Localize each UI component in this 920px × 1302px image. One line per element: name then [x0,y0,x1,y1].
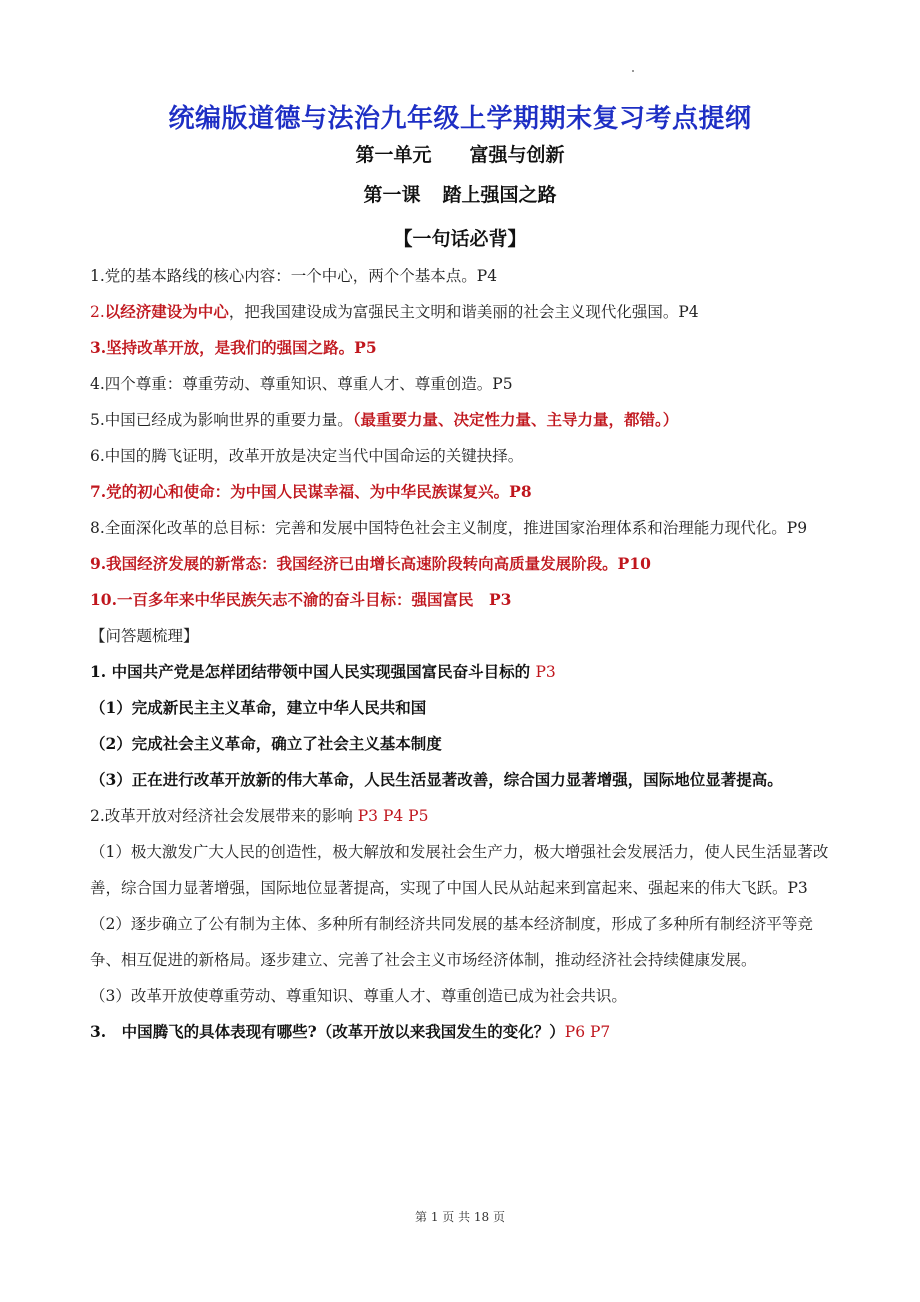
section-must-memorize-title: 【一句话必背】 [393,228,527,250]
point-8: 8.全面深化改革的总目标：完善和发展中国特色社会主义制度，推进国家治理体系和治理能力现代化。P9 [90,519,808,537]
question-1-answer-3: （3）正在进行改革开放新的伟大革命，人民生活显著改善，综合国力显著增强，国际地位显著提高。 [90,770,783,789]
point-2-highlight: 以经济建设为中心 [104,302,229,321]
question-2 [90,798,830,834]
lesson-heading [0,180,920,207]
point-10: 10.一百多年来中华民族矢志不渝的奋斗目标：强国富民 P3 [90,590,512,609]
question-2-page-ref: P3 P4 P5 [357,807,429,825]
page-footer: 第 1 页 共 18 页 [415,1210,505,1224]
document-title: 统编版道德与法治九年级上学期期末复习考点提纲 [168,104,752,134]
point-7: 7.党的初心和使命：为中国人民谋幸福、为中华民族谋复兴。P8 [90,482,532,501]
unit-name: 富强与创新 [469,144,565,166]
question-1-answer-1: （1）完成新民主主义革命，建立中华人民共和国 [90,698,427,717]
question-2-text: 2.改革开放对经济社会发展带来的影响 [90,807,353,825]
question-1-page-ref: P3 [535,663,556,681]
point-9: 9.我国经济发展的新常态：我国经济已由增长高速阶段转向高质量发展阶段。P10 [90,554,651,573]
point-6: 6.中国的腾飞证明，改革开放是决定当代中国命运的关键抉择。 [90,447,524,465]
question-3 [90,1014,830,1050]
question-2-answer-2: （2）逐步确立了公有制为主体、多种所有制经济共同发展的基本经济制度，形成了多种所有制经济平等竞争、相互促进的新格局。逐步建立、完善了社会主义市场经济体制，推动经济社会持续健康发展。 [90,915,813,969]
question-3-page-ref: P6 P7 [564,1023,611,1041]
lesson-number: 第一课 [363,184,421,206]
question-1-answer-2: （2）完成社会主义革命，确立了社会主义基本制度 [90,734,442,753]
point-1: 1.党的基本路线的核心内容：一个中心，两个个基本点。P4 [90,267,498,285]
point-5 [90,402,830,438]
point-4: 4.四个尊重：尊重劳动、尊重知识、尊重人才、尊重创造。P5 [90,375,513,393]
point-2 [90,294,830,330]
content-body [90,258,830,1050]
lesson-name: 踏上强国之路 [442,184,557,206]
unit-number: 第一单元 [355,144,432,166]
speck [632,70,634,72]
point-2-number: 2. [90,303,105,321]
point-2-rest: ，把我国建设成为富强民主文明和谐美丽的社会主义现代化强国。P4 [228,303,699,321]
question-2-answer-1: （1）极大激发广大人民的创造性，极大解放和发展社会生产力，极大增强社会发展活力，使人民生活显著改善，综合国力显著增强，国际地位显著提高，实现了中国人民从站起来到富起来、强起来的伟大飞跃。P3 [90,843,829,897]
point-5-note: （最重要力量、决定性力量、主导力量，都错。） [352,410,679,429]
section-qa-title: 【问答题梳理】 [90,627,199,645]
point-5-text: 5.中国已经成为影响世界的重要力量。 [90,411,353,429]
question-1-text: 1. 中国共产党是怎样团结带领中国人民实现强国富民奋斗目标的 [90,662,531,681]
point-3: 3.坚持改革开放，是我们的强国之路。P5 [90,338,377,357]
unit-heading [0,140,920,167]
question-1 [90,654,830,690]
question-3-text: 3. 中国腾飞的具体表现有哪些?（改革开放以来我国发生的变化？） [90,1022,565,1041]
question-2-answer-3: （3）改革开放使尊重劳动、尊重知识、尊重人才、尊重创造已成为社会共识。 [90,987,627,1005]
